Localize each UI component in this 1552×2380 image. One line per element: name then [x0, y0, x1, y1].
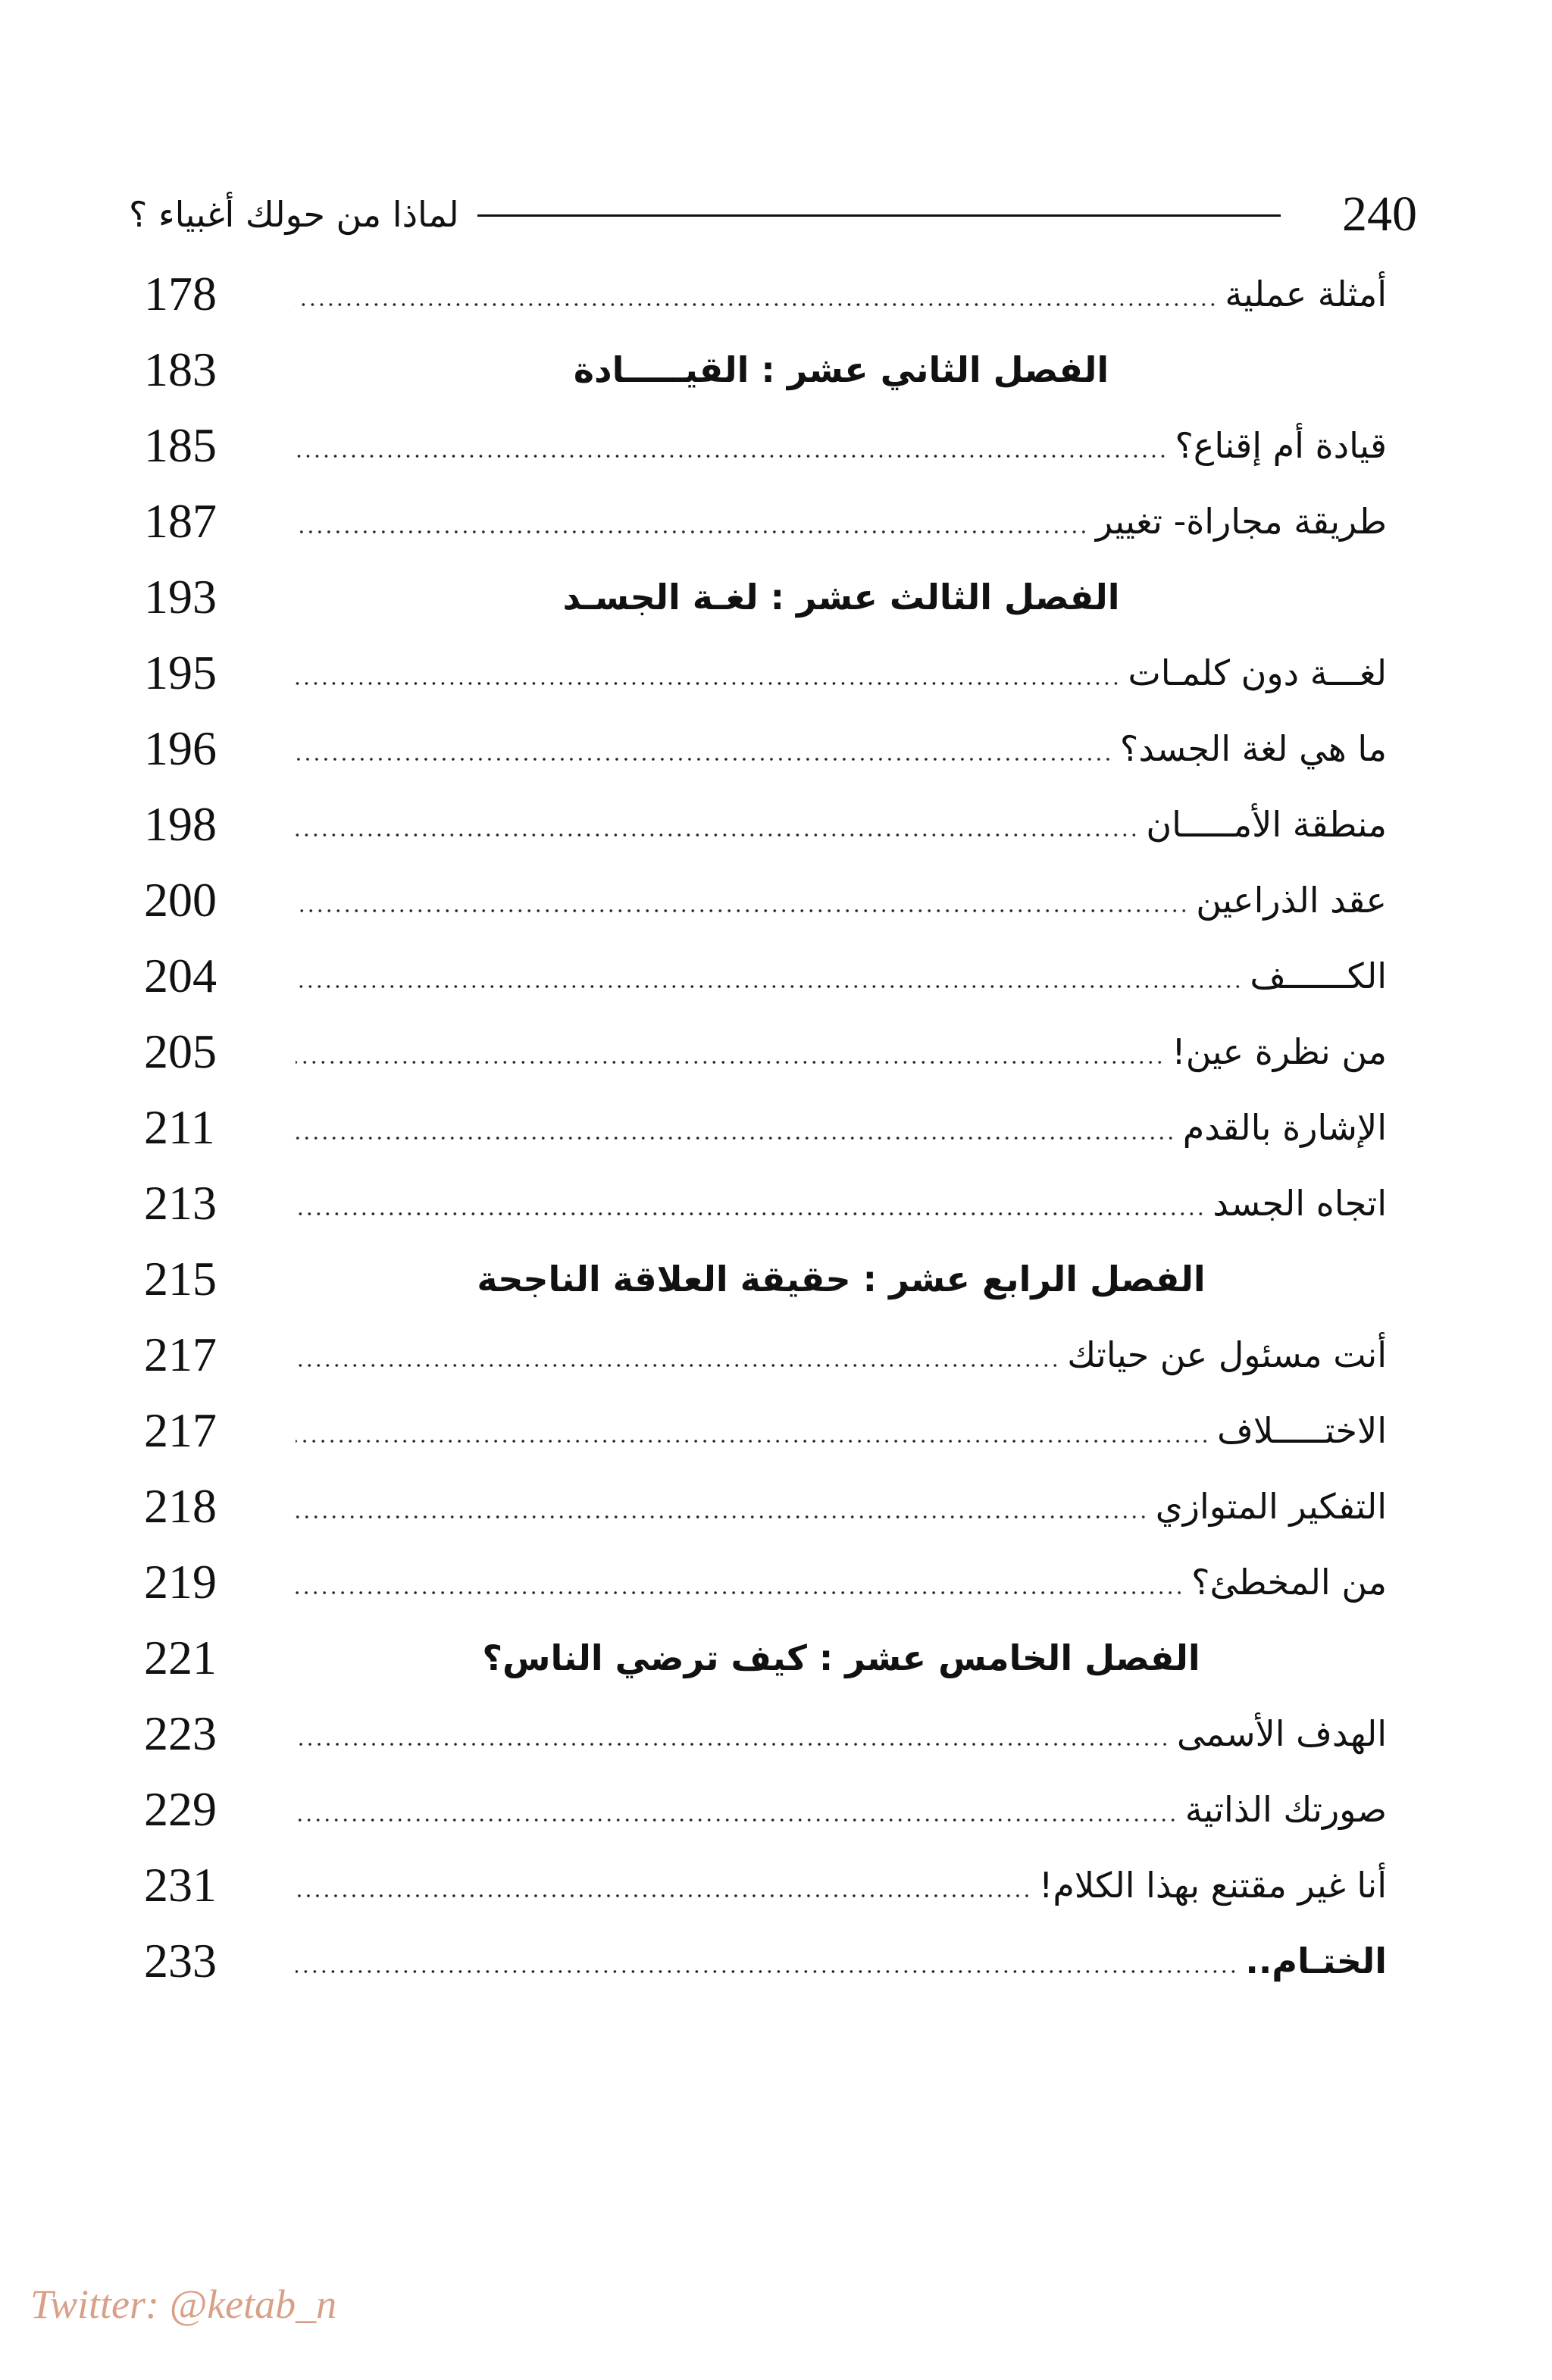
toc-row	[144, 483, 1387, 559]
toc-entry	[296, 256, 1387, 332]
toc-row	[144, 256, 1387, 332]
toc-entry	[296, 1923, 1387, 1999]
toc-entry-title: من المخطئ؟	[1191, 1562, 1387, 1603]
toc-entry	[296, 1393, 1387, 1468]
toc-entry-title: الهدف الأسمى	[1177, 1713, 1387, 1754]
toc-row	[144, 1772, 1387, 1847]
toc-page-number: 218	[144, 1479, 217, 1533]
toc-entry-title: طريقة مجاراة- تغيير	[1095, 501, 1387, 542]
toc-page-number: 193	[144, 570, 217, 624]
toc-leader-dots	[296, 909, 1188, 913]
toc-entry	[296, 635, 1387, 711]
toc-entry	[296, 711, 1387, 787]
toc-entry	[296, 862, 1387, 938]
toc-entry	[296, 559, 1387, 635]
toc-page-number: 231	[144, 1858, 217, 1912]
toc-page-number: 221	[144, 1631, 217, 1684]
toc-page-number: 195	[144, 646, 217, 699]
toc-entry	[296, 1620, 1387, 1696]
toc-leader-dots	[296, 1894, 1031, 1898]
toc-entry	[296, 1772, 1387, 1847]
toc-page-number: 211	[144, 1100, 215, 1154]
toc-leader-dots	[296, 757, 1112, 762]
toc-entry	[296, 1090, 1387, 1165]
toc-entry	[296, 1165, 1387, 1241]
toc-chapter-title: الفصل الثالث عشر : لغـة الجسـد	[562, 577, 1120, 618]
toc-leader-dots	[296, 1136, 1175, 1140]
toc-entry-title: الإشارة بالقدم	[1182, 1107, 1387, 1148]
toc-entry-title: عقد الذراعين	[1196, 880, 1387, 921]
toc-page-number: 185	[144, 418, 217, 472]
toc-entry	[296, 408, 1387, 483]
toc-entry-title: منطقة الأمـــــان	[1146, 804, 1387, 845]
toc-page-number: 198	[144, 797, 217, 851]
toc-entry	[296, 1696, 1387, 1772]
toc-entry	[296, 1847, 1387, 1923]
toc-page-number: 213	[144, 1176, 217, 1230]
toc-entry	[296, 1544, 1387, 1620]
toc-page-number: 204	[144, 949, 217, 1002]
toc-entry-title: الكــــــف	[1250, 955, 1387, 996]
toc-row	[144, 787, 1387, 862]
toc-chapter-title: الفصل الثاني عشر : القيـــــادة	[573, 349, 1109, 390]
toc-leader-dots	[296, 1515, 1148, 1519]
toc-entry	[296, 1317, 1387, 1393]
toc-entry	[296, 1468, 1387, 1544]
toc-chapter-title: الفصل الخامس عشر : كيف ترضي الناس؟	[482, 1637, 1200, 1678]
toc-entry-title: لغـــة دون كلمـات	[1128, 652, 1387, 693]
toc-chapter-row	[144, 1241, 1387, 1317]
toc-entry-title: من نظرة عين!	[1172, 1031, 1387, 1072]
toc-leader-dots	[296, 454, 1167, 458]
toc-row	[144, 1090, 1387, 1165]
toc-entry	[296, 1241, 1387, 1317]
toc-row	[144, 1165, 1387, 1241]
toc-page-number: 217	[144, 1403, 217, 1457]
toc-page-number: 205	[144, 1024, 217, 1078]
page-header	[129, 180, 1417, 249]
toc-page-number: 219	[144, 1555, 217, 1609]
toc-page-number: 217	[144, 1328, 217, 1381]
toc-chapter-title: الفصل الرابع عشر : حقيقة العلاقة الناجحة	[477, 1259, 1206, 1299]
toc-row	[144, 1847, 1387, 1923]
toc-leader-dots	[296, 1439, 1209, 1443]
toc-row	[144, 1468, 1387, 1544]
toc-row	[144, 1014, 1387, 1090]
toc-chapter-row	[144, 1620, 1387, 1696]
toc-leader-dots	[296, 302, 1217, 307]
toc-entry-title: أنا غير مقتنع بهذا الكلام!	[1038, 1865, 1387, 1906]
toc-leader-dots	[296, 833, 1138, 837]
toc-page-number: 178	[144, 267, 217, 321]
toc-leader-dots	[296, 1818, 1178, 1822]
toc-entry-title: صورتك الذاتية	[1184, 1789, 1387, 1830]
toc-leader-dots	[296, 1060, 1164, 1065]
watermark: Twitter: @ketab_n	[30, 2281, 337, 2327]
toc-entry	[296, 787, 1387, 862]
toc-row	[144, 408, 1387, 483]
toc-row	[144, 1544, 1387, 1620]
toc-leader-dots	[296, 1363, 1059, 1368]
toc-entry-title: أنت مسئول عن حياتك	[1067, 1334, 1387, 1375]
toc-page-number: 229	[144, 1782, 217, 1836]
toc-row	[144, 711, 1387, 787]
toc-chapter-row	[144, 559, 1387, 635]
toc-row	[144, 938, 1387, 1014]
toc-entry-title: الختـام..	[1245, 1941, 1387, 1981]
table-of-contents	[144, 256, 1387, 1999]
toc-leader-dots	[296, 1742, 1169, 1747]
toc-entry	[296, 332, 1387, 408]
toc-page-number: 233	[144, 1934, 217, 1988]
toc-row	[144, 1696, 1387, 1772]
toc-entry	[296, 938, 1387, 1014]
running-title: لماذا من حولك أغبياء ؟	[129, 194, 459, 235]
toc-entry-title: ما هي لغة الجسد؟	[1119, 728, 1387, 769]
toc-leader-dots	[296, 1212, 1205, 1216]
toc-row	[144, 1393, 1387, 1468]
toc-entry-title: التفكير المتوازي	[1155, 1486, 1387, 1527]
toc-row	[144, 862, 1387, 938]
header-rule	[477, 214, 1281, 217]
toc-leader-dots	[296, 984, 1242, 989]
toc-page-number: 196	[144, 721, 217, 775]
toc-leader-dots	[296, 1969, 1238, 1974]
toc-entry	[296, 483, 1387, 559]
toc-entry-title: أمثلة عملية	[1225, 274, 1387, 314]
toc-chapter-row	[144, 332, 1387, 408]
toc-row	[144, 635, 1387, 711]
toc-page-number: 215	[144, 1252, 217, 1306]
toc-page-number: 223	[144, 1706, 217, 1760]
toc-leader-dots	[296, 530, 1088, 534]
toc-leader-dots	[296, 1590, 1184, 1595]
toc-entry-title: قيادة أم إقناع؟	[1175, 425, 1387, 466]
toc-page-number: 200	[144, 873, 217, 927]
toc-entry-title: اتجاه الجسد	[1212, 1183, 1387, 1224]
toc-page-number: 187	[144, 494, 217, 548]
toc-row	[144, 1923, 1387, 1999]
toc-row	[144, 1317, 1387, 1393]
toc-leader-dots	[296, 681, 1120, 686]
toc-page-number: 183	[144, 342, 217, 396]
toc-entry-title: الاختـــــلاف	[1217, 1410, 1387, 1451]
page-number: 240	[1342, 186, 1417, 242]
toc-entry	[296, 1014, 1387, 1090]
